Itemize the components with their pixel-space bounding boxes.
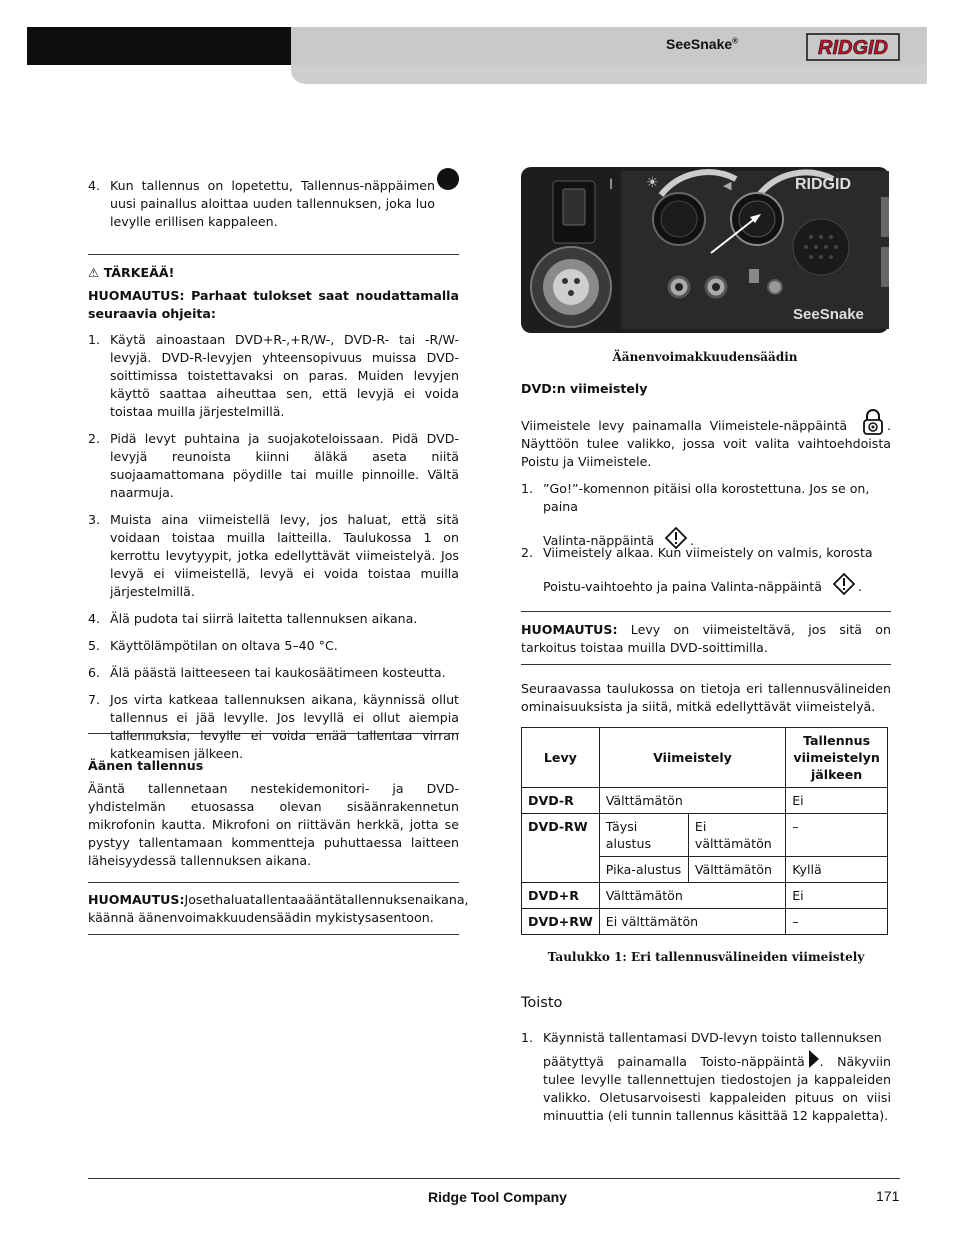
list-item-text: Käyttölämpötilan on oltava 5–40 °C. <box>110 638 338 653</box>
table-cell: DVD+R <box>522 883 600 909</box>
lock-icon <box>861 409 885 435</box>
divider <box>88 882 459 883</box>
list-item-number: 1. <box>88 332 101 347</box>
table-header-row <box>522 728 888 788</box>
footer-company: Ridge Tool Company <box>428 1189 567 1205</box>
list-item <box>88 691 459 763</box>
svg-text:RIDGID: RIDGID <box>795 176 851 193</box>
table-cell: Välttämätön <box>599 883 785 909</box>
table-row <box>522 814 888 857</box>
table-cell: – <box>786 814 888 857</box>
table-cell: DVD-RW <box>522 814 600 883</box>
record-icon <box>437 168 459 190</box>
table-cell: Pika-alustus <box>599 857 688 883</box>
finalize-step-1: 1. ”Go!”-komennon pitäisi olla korostettuna. Jos se on, paina Valinta-näppäintä . <box>521 481 870 548</box>
table-row <box>522 909 888 935</box>
product-name: SeeSnake® <box>666 36 739 52</box>
table-intro: Seuraavassa taulukossa on tietoja eri tallennusvälineiden ominaisuuksista ja siitä, mitkä edellyttävät viimeistelyä. <box>521 681 891 714</box>
table-row <box>522 788 888 814</box>
table-cell: DVD+RW <box>522 909 600 935</box>
important-heading: ⚠ TÄRKEÄÄ! <box>88 265 175 280</box>
list-item-number: 2. <box>88 431 101 446</box>
divider <box>88 934 459 935</box>
guidelines-list <box>88 331 459 772</box>
finalize-intro: Viimeistele levy painamalla Viimeistele-näppäintä . Näyttöön tulee valikko, jossa voit valita vaihtoehdoista Poistu ja Viimeistele. <box>521 417 891 471</box>
media-table <box>521 727 888 935</box>
svg-text:◀: ◀ <box>723 179 732 192</box>
photo-caption: Äänenvoimakkuudensäädin <box>612 350 798 364</box>
list-item <box>88 430 459 502</box>
table-cell: – <box>786 909 888 935</box>
finalize-step-2: 2. Viimeistely alkaa. Kun viimeistely on valmis, korosta Poistu-vaihtoehto ja paina Valinta-näppäintä . <box>521 545 873 594</box>
table-cell: Kyllä <box>786 857 888 883</box>
header-cell: Levy <box>522 728 600 788</box>
list-item-number: 7. <box>88 692 101 707</box>
list-item <box>88 511 459 601</box>
list-item-text: Käytä ainoastaan DVD+R-,+R/W-, DVD-R- tai -R/W-levyjä. DVD-R-levyjen yhteensopivuus muissa DVD-soittimissa toistettavaksi on paras. Muiden levyjen käyttö saattaa aiheuttaa sen, että levyjä ei voida toistaa muilla järjestelmillä. <box>110 332 459 419</box>
table-cell: Välttämätön <box>599 788 785 814</box>
audio-note: HUOMAUTUS:Josethaluatallentaaääntätallennuksenaikana, käännä äänenvoimakkuudensäädin mykistysasentoon. <box>88 892 469 925</box>
audio-paragraph: Ääntä tallennetaan nestekidemonitori- ja DVD-yhdistelmän etuosassa olevan sisäänrakennetun mikrofonin kautta. Mikrofoni on riittävän herkkä, jotta se pystyy tallentamaan kommentteja puhuttaessa laitteen läheisyydessä tallennuksen aikana. <box>88 781 459 868</box>
list-item-text: Älä päästä laitteeseen tai kaukosäätimeen kosteutta. <box>110 665 446 680</box>
list-item-number: 6. <box>88 665 101 680</box>
warning-icon: ⚠ <box>88 265 100 280</box>
list-item <box>88 610 459 628</box>
table-cell: Ei välttämätön <box>688 814 785 857</box>
table-caption: Taulukko 1: Eri tallennusvälineiden viimeistely <box>547 950 865 964</box>
page-number: 171 <box>876 1188 900 1204</box>
list-item-number: 4. <box>88 611 101 626</box>
svg-text:☀: ☀ <box>646 175 659 191</box>
finalize-heading: DVD:n viimeistely <box>521 381 648 396</box>
table-cell: Ei välttämätön <box>599 909 785 935</box>
playback-heading: Toisto <box>521 995 563 1011</box>
list-item-number: 3. <box>88 512 101 527</box>
playback-step-1: 1. Käynnistä tallentamasi DVD-levyn toisto tallennuksen päätyttyä painamalla Toisto-näppäintä . Näkyviin tulee levylle tallennettujen tiedostojen ja kappaleiden valikko. Oletusarvoisesti kappaleiden pituus on viisi minuuttia (eli tunnin tallennus käsittää 12 kappaletta). <box>521 1030 891 1123</box>
list-item <box>88 664 459 682</box>
divider <box>88 733 459 734</box>
volume-control-photo <box>521 167 889 333</box>
footer-divider <box>88 1178 900 1179</box>
table-cell: Ei <box>786 788 888 814</box>
step-4-text: Kun tallennus on lopetettu, Tallennus-näppäimen uusi painallus aloittaa uuden tallennuksen, joka luo levylle erillisen kappaleen. <box>110 178 435 229</box>
table-cell: Täysi alustus <box>599 814 688 857</box>
divider <box>88 254 459 255</box>
table-cell: DVD-R <box>522 788 600 814</box>
ridgid-logo <box>806 33 900 61</box>
header-cell: Viimeistely <box>599 728 785 788</box>
play-icon <box>808 1049 820 1069</box>
svg-text:SeeSnake: SeeSnake <box>793 306 864 323</box>
table-cell: Välttämätön <box>688 857 785 883</box>
table-row <box>522 883 888 909</box>
step-4: 4. Kun tallennus on lopetettu, Tallennus-näppäimen uusi painallus aloittaa uuden tallennuksen, joka luo levylle erillisen kappaleen. <box>88 178 435 229</box>
svg-text:RIDGID: RIDGID <box>818 37 888 59</box>
svg-text:I: I <box>609 177 614 193</box>
divider <box>521 664 891 665</box>
list-item <box>88 637 459 655</box>
select-icon <box>832 572 856 596</box>
divider <box>521 611 891 612</box>
finalize-note: HUOMAUTUS: Levy on viimeisteltävä, jos sitä on tarkoitus toistaa muilla DVD-soittimilla. <box>521 622 891 655</box>
header-cell: Tallennus viimeistelyn jälkeen <box>786 728 888 788</box>
list-item-text: Pidä levyt puhtaina ja suojakoteloissaan. Pidä DVD-levyjä reunoista kiinni äläkä aseta niitä suojaamattomana pöydille tai muille pinnoille. Vältä naarmuja. <box>110 431 459 500</box>
table-cell: Ei <box>786 883 888 909</box>
list-item-text: Muista aina viimeistellä levy, jos haluat, että sitä voidaan toistaa muilla laitteilla. Taulukossa 1 on kerrottu levytyypit, jotka edellyttävät viimeistelyä. Jos levyä ei viimeistellä, levyä ei voida toistaa muilla järjestelmillä. <box>110 512 459 599</box>
list-item-text: Älä pudota tai siirrä laitetta tallennuksen aikana. <box>110 611 418 626</box>
audio-heading: Äänen tallennus <box>88 758 204 773</box>
list-item-text: Jos virta katkeaa tallennuksen aikana, käynnissä ollut tallennus ei jää levylle. Jos levyllä ei ollut aiempia tallennuksia, levylle ei voida enää tallentaa virran katkeamisen jälkeen. <box>110 692 459 761</box>
list-item <box>88 331 459 421</box>
list-item-number: 5. <box>88 638 101 653</box>
header-tab <box>291 65 927 84</box>
important-note: HUOMAUTUS: Parhaat tulokset saat noudattamalla seuraavia ohjeita: <box>88 288 459 321</box>
header-black-band <box>27 27 291 65</box>
